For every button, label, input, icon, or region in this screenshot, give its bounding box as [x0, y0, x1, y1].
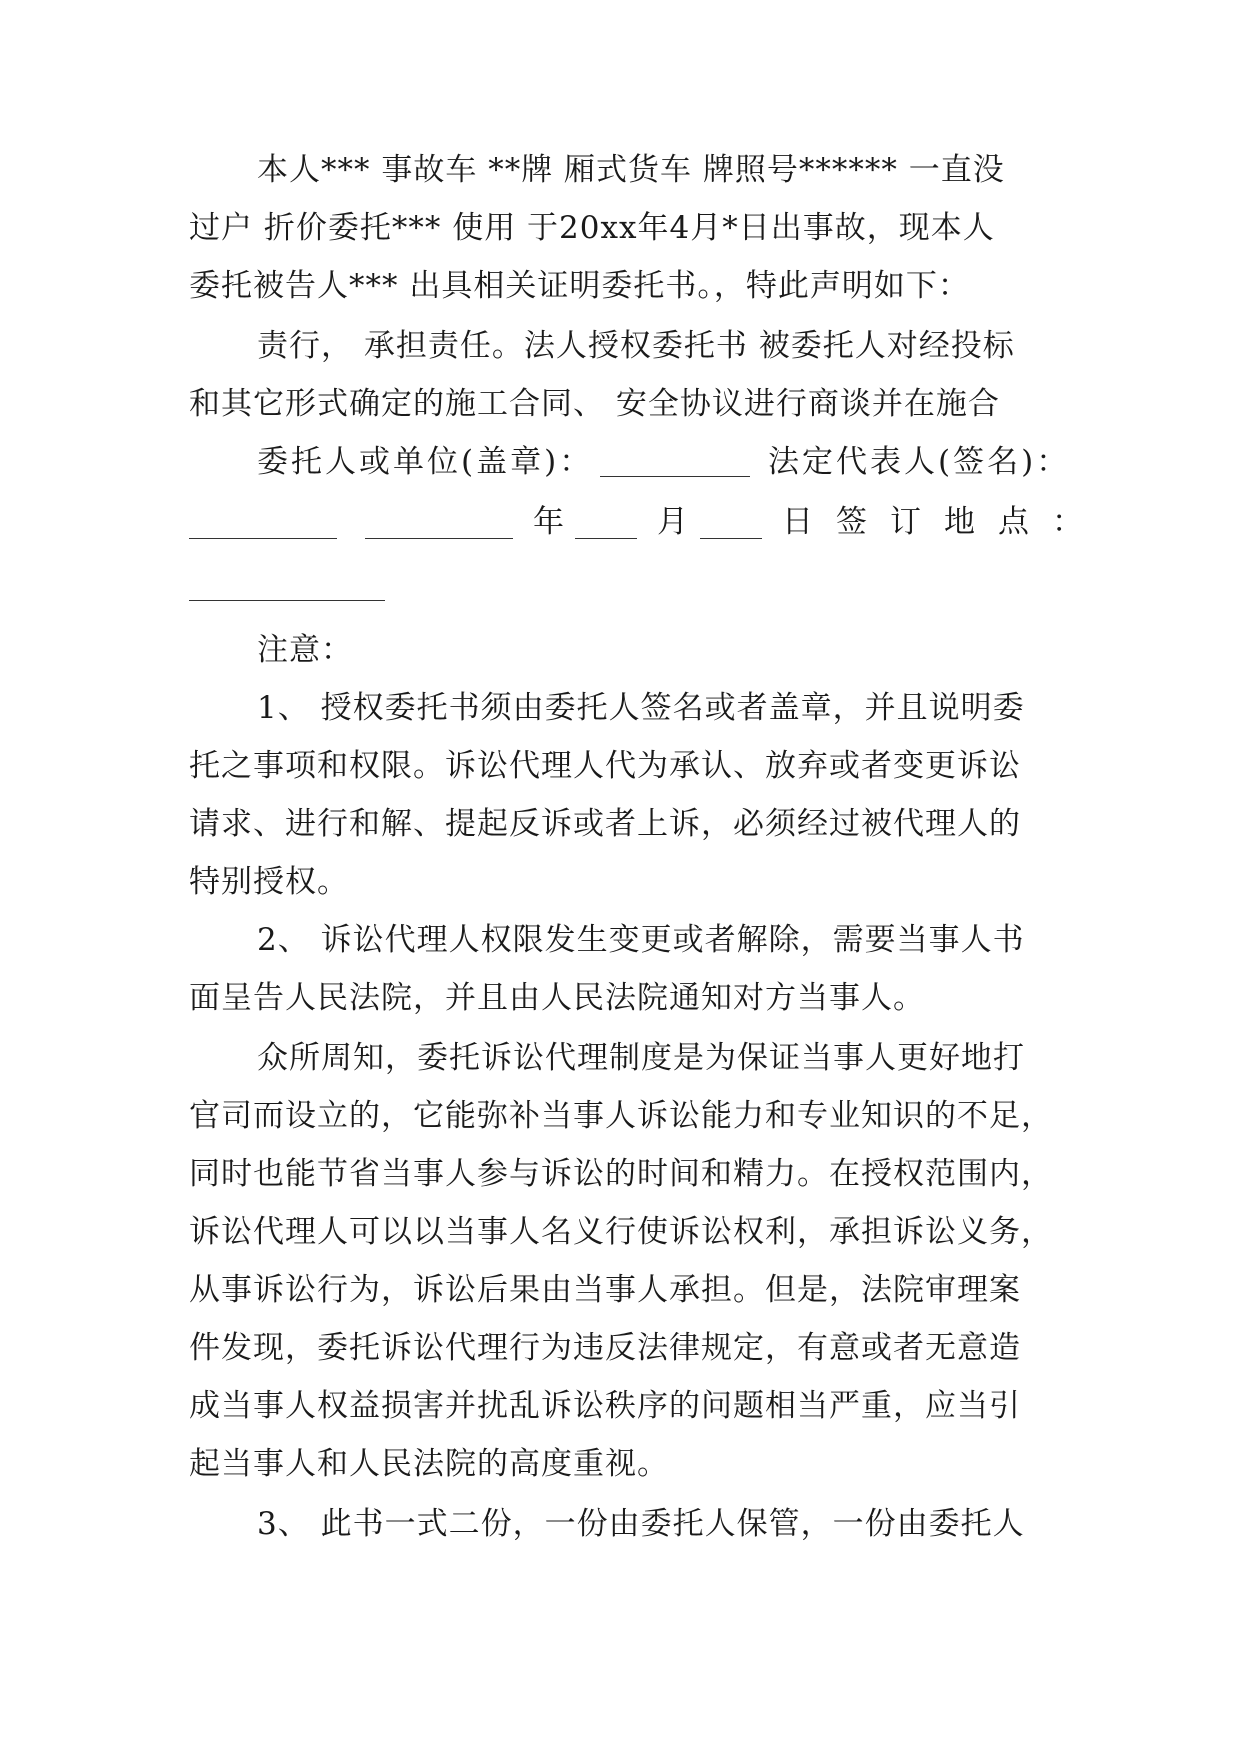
paragraph-line: 件发现，委托诉讼代理行为违反法律规定，有意或者无意造: [189, 1330, 1021, 1366]
blank-line: [575, 538, 637, 539]
paragraph-line: 同时也能节省当事人参与诉讼的时间和精力。在授权范围内，: [189, 1156, 1053, 1192]
paragraph-line: 3、 此书一式二份，一份由委托人保管，一份由委托人: [257, 1506, 1025, 1542]
signature-label: 委托人或单位(盖章)：: [257, 444, 594, 480]
paragraph-line: 托之事项和权限。诉讼代理人代为承认、放弃或者变更诉讼: [189, 748, 1021, 784]
blank-line: [700, 538, 762, 539]
representative-label: 法定代表人(签名)：: [768, 444, 1071, 480]
paragraph-line: 从事诉讼行为，诉讼后果由当事人承担。但是，法院审理案: [189, 1272, 1021, 1308]
paragraph-line: 2、 诉讼代理人权限发生变更或者解除，需要当事人书: [257, 922, 1025, 958]
blank-line: [600, 476, 750, 477]
paragraph-line: 请求、进行和解、提起反诉或者上诉，必须经过被代理人的: [189, 806, 1021, 842]
paragraph-line: 本人*** 事故车 **牌 厢式货车 牌照号****** 一直没: [257, 152, 1005, 188]
paragraph-line: 1、 授权委托书须由委托人签名或者盖章，并且说明委: [257, 690, 1025, 726]
paragraph-line: 过户 折价委托*** 使用 于20xx年4月*日出事故，现本人: [189, 210, 995, 246]
blank-line: [365, 538, 513, 539]
paragraph-line: 和其它形式确定的施工合同、 安全协议进行商谈并在施合: [189, 386, 1000, 422]
date-place-label: 日签订地点：: [782, 504, 1106, 540]
paragraph-line: 官司而设立的，它能弥补当事人诉讼能力和专业知识的不足，: [189, 1098, 1053, 1134]
paragraph-line: 特别授权。: [189, 864, 349, 900]
paragraph-line: 面呈告人民法院，并且由人民法院通知对方当事人。: [189, 980, 925, 1016]
notice-heading: 注意：: [257, 632, 353, 668]
paragraph-line: 众所周知，委托诉讼代理制度是为保证当事人更好地打: [257, 1040, 1025, 1076]
paragraph-line: 责行， 承担责任。法人授权委托书 被委托人对经投标: [257, 328, 1015, 364]
date-month-label: 月: [657, 504, 689, 540]
paragraph-line: 委托被告人*** 出具相关证明委托书。，特此声明如下：: [189, 268, 970, 304]
paragraph-line: 成当事人权益损害并扰乱诉讼秩序的问题相当严重，应当引: [189, 1388, 1021, 1424]
blank-line: [189, 600, 385, 601]
blank-line: [189, 538, 337, 539]
date-year-label: 年: [533, 504, 565, 540]
paragraph-line: 诉讼代理人可以以当事人名义行使诉讼权利，承担诉讼义务，: [189, 1214, 1053, 1250]
paragraph-line: 起当事人和人民法院的高度重视。: [189, 1446, 669, 1482]
